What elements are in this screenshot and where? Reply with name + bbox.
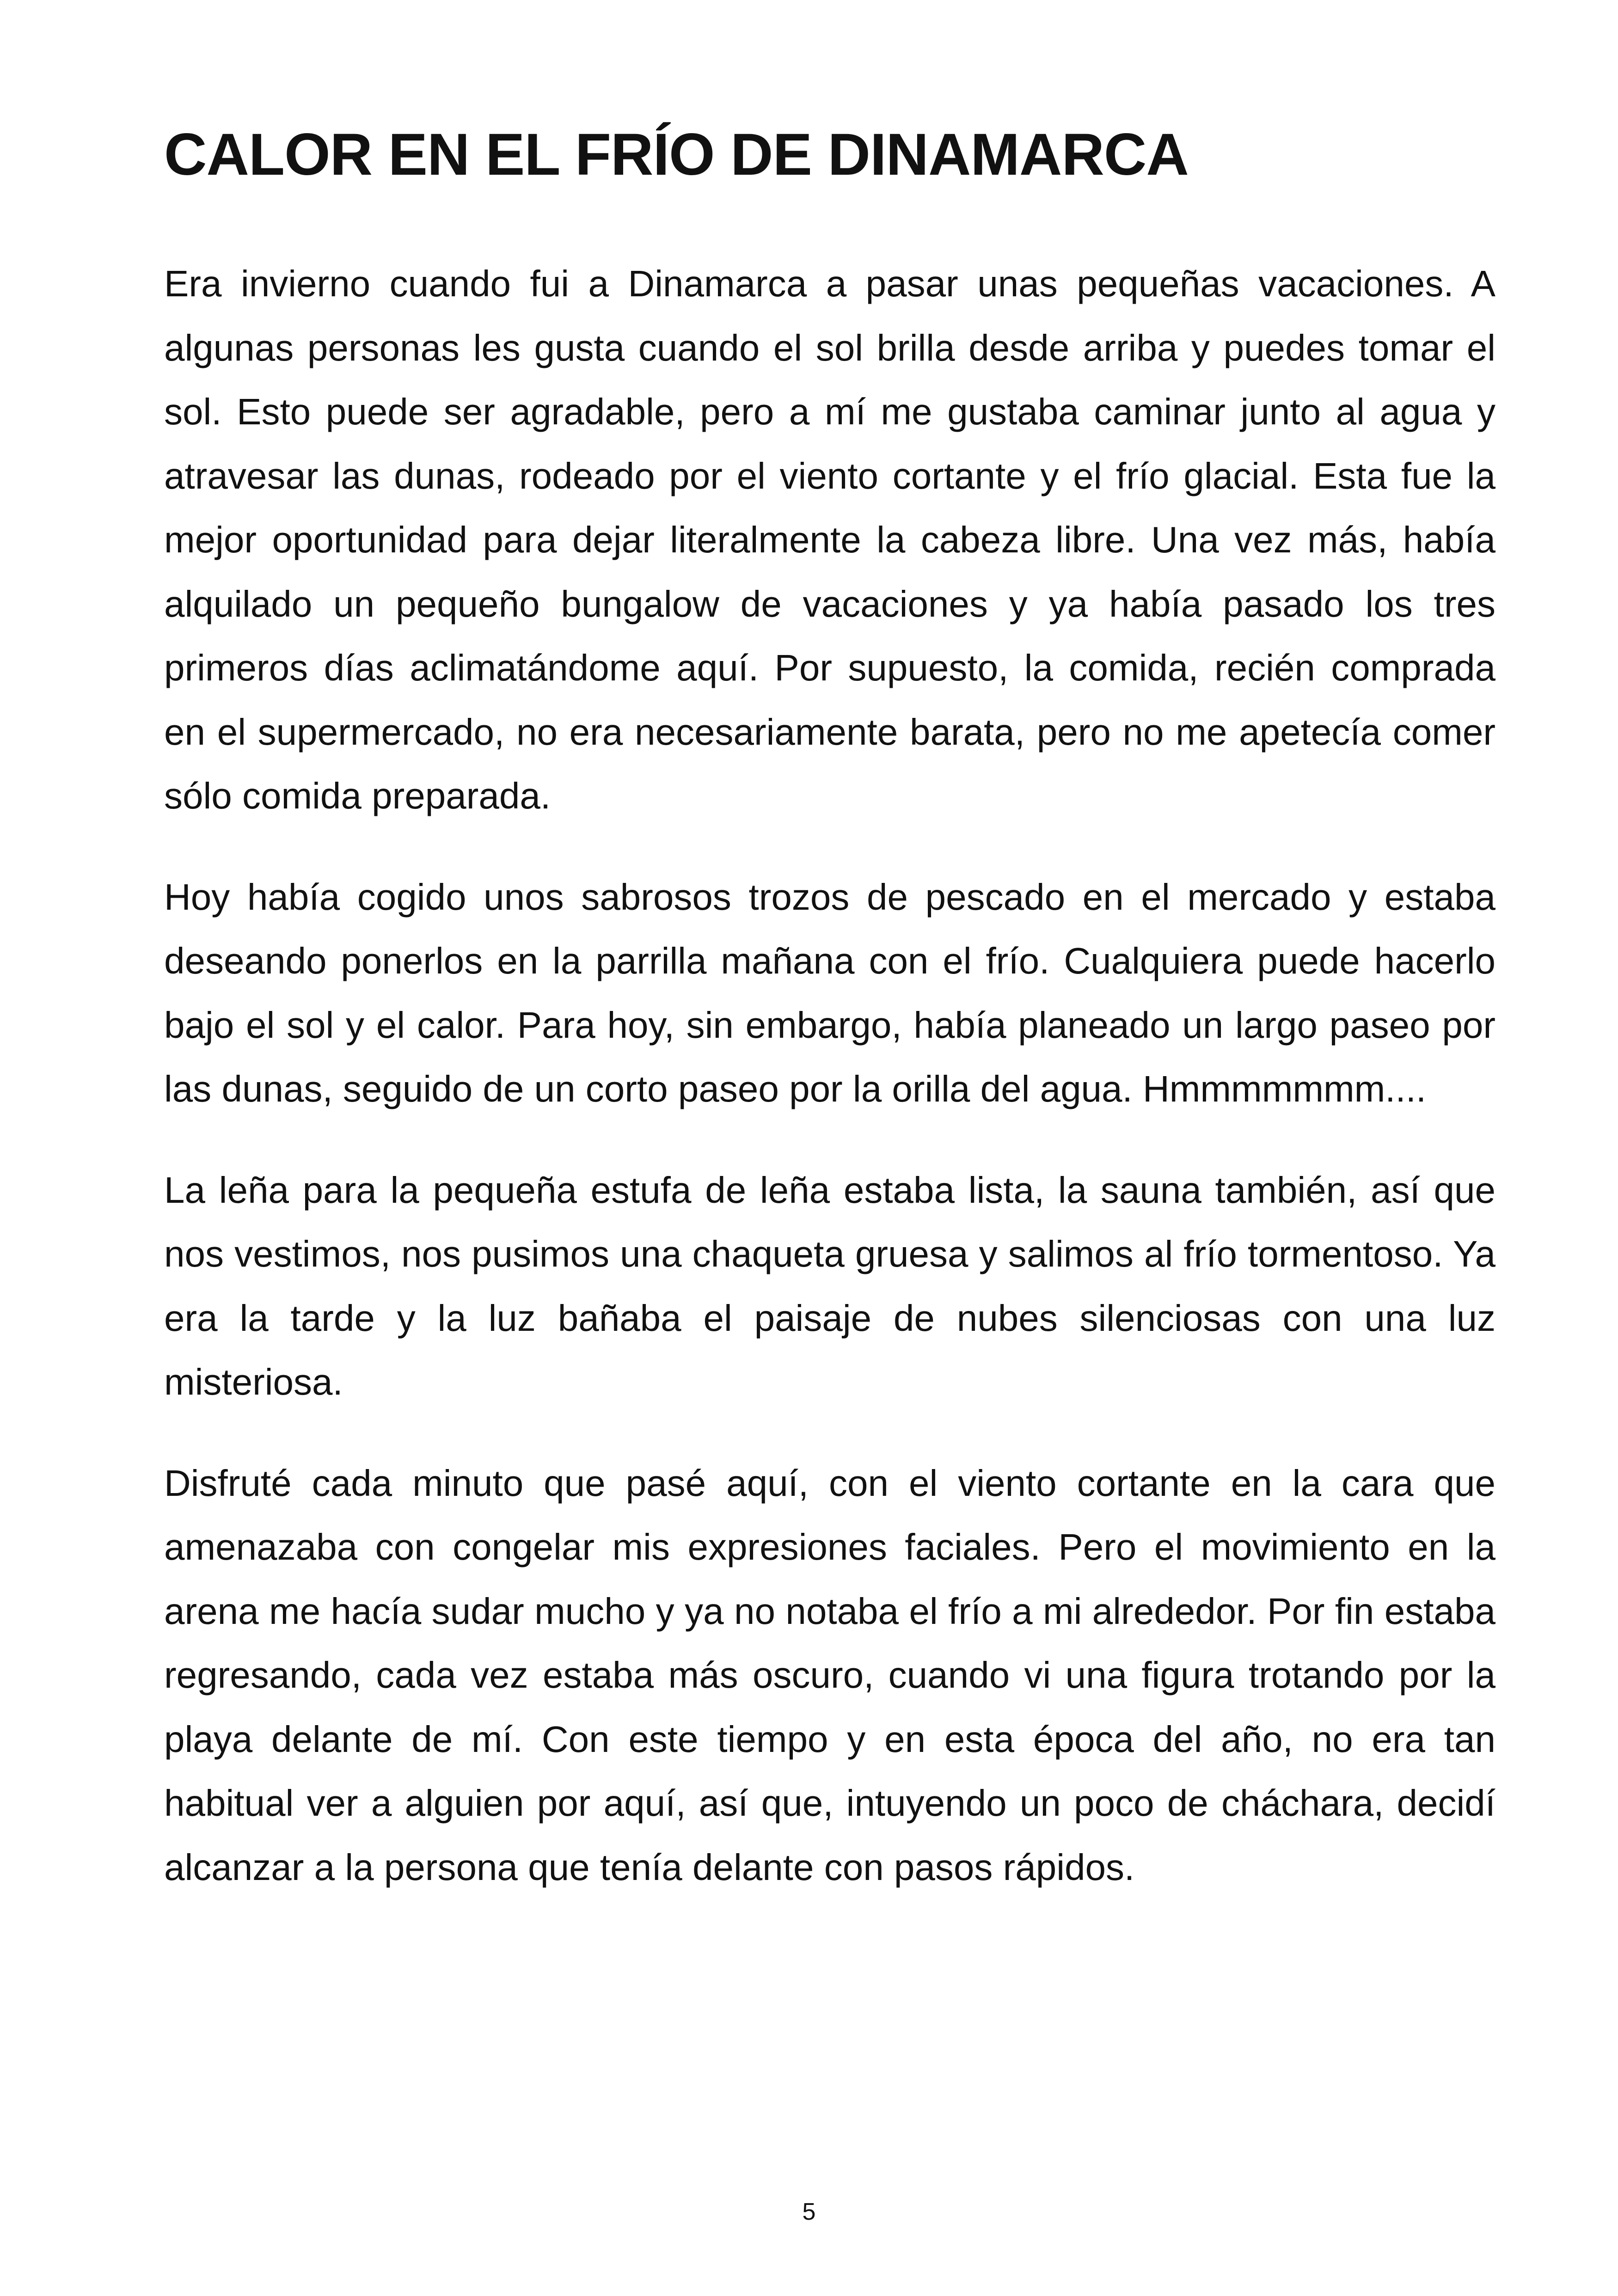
body-text	[164, 252, 1495, 1936]
page-number: 5	[802, 2198, 816, 2225]
page-title: CALOR EN EL FRÍO DE DINAMARCA	[164, 122, 1189, 188]
paragraph-1: Era invierno cuando fui a Dinamarca a pasar unas pequeñas vacaciones. A algunas personas les gusta cuando el sol brilla desde arriba y puedes tomar el sol. Esto puede ser agradable, pero a mí me gustaba caminar junto al agua y atravesar las dunas, rodeado por el viento cortante y el frío glacial. Esta fue la mejor oportunidad para dejar literalmente la cabeza libre. Una vez más, había alquilado un pequeño bungalow de vacaciones y ya había pasado los tres primeros días aclimatándome aquí. Por supuesto, la comida, recién comprada en el supermercado, no era necesariamente barata, pero no me apetecía comer sólo comida preparada.	[164, 263, 1495, 816]
paragraph-2: Hoy había cogido unos sabrosos trozos de pescado en el mercado y estaba deseando ponerlos en la parrilla mañana con el frío. Cualquiera puede hacerlo bajo el sol y el calor. Para hoy, sin embargo, había planeado un largo paseo por las dunas, seguido de un corto paseo por la orilla del agua. Hmmmmmmm....	[164, 876, 1495, 1109]
paragraph-4: Disfruté cada minuto que pasé aquí, con el viento cortante en la cara que amenazaba con congelar mis expresiones faciales. Pero el movimiento en la arena me hacía sudar mucho y ya no notaba el frío a mi alrededor. Por fin estaba regresando, cada vez estaba más oscuro, cuando vi una figura trotando por la playa delante de mí. Con este tiempo y en esta época del año, no era tan habitual ver a alguien por aquí, así que, intuyendo un poco de cháchara, decidí alcanzar a la persona que tenía delante con pasos rápidos.	[164, 1462, 1495, 1888]
paragraph-3: La leña para la pequeña estufa de leña estaba lista, la sauna también, así que nos vestimos, nos pusimos una chaqueta gruesa y salimos al frío tormentoso. Ya era la tarde y la luz bañaba el paisaje de nubes silenciosas con una luz misteriosa.	[164, 1169, 1495, 1402]
